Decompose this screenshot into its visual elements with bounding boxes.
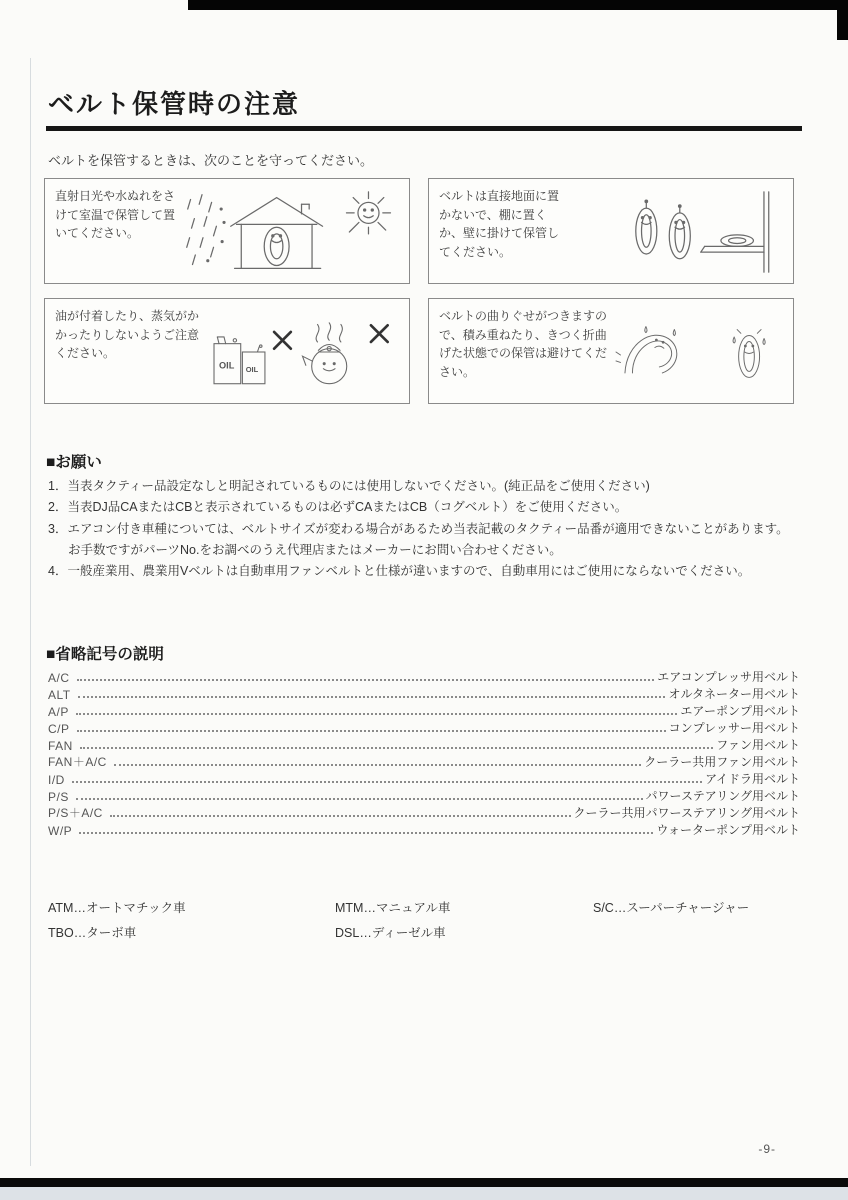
precaution-box-oil-steam xyxy=(44,298,410,404)
precaution-box-shelf xyxy=(428,178,794,284)
request-items-list xyxy=(48,476,806,582)
abbreviation-code: A/C xyxy=(48,671,70,685)
abbreviation-row xyxy=(48,702,800,719)
abbreviation-code: A/P xyxy=(48,705,69,719)
oil-steam-prohibited-icon xyxy=(209,307,401,397)
abbreviation-code: P/S＋A/C xyxy=(48,806,103,820)
scan-bottom-black-bar xyxy=(0,1178,848,1187)
request-item: 4．一般産業用、農業用Vベルトは自動車用ファンベルトと仕様が違いますので、自動車用にはご使用にならないでください。 xyxy=(48,564,751,578)
vehicle-abbreviation: ATM…オートマチック車 xyxy=(48,901,186,915)
abbreviation-table xyxy=(48,668,800,838)
abbreviation-desc: アイドラ用ベルト xyxy=(705,772,800,786)
abbreviation-row xyxy=(48,668,800,685)
dotted-leader xyxy=(78,696,666,698)
abbreviation-desc: オルタネーター用ベルト xyxy=(668,687,800,701)
bent-belts-illustration xyxy=(613,307,785,397)
abbreviation-row xyxy=(48,804,800,821)
abbreviation-desc: クーラー共用ファン用ベルト xyxy=(644,755,800,769)
abbreviation-code: FAN＋A/C xyxy=(48,755,107,769)
abbreviation-code: W/P xyxy=(48,824,73,838)
dotted-leader xyxy=(76,713,678,715)
abbreviation-row xyxy=(48,821,800,838)
precaution-text: ベルトの曲りぐせがつきますので、積み重ねたり、きつく折曲げた状態での保管は避けてください。 xyxy=(439,309,608,379)
dotted-leader xyxy=(79,832,653,834)
abbreviation-row xyxy=(48,753,800,770)
vehicle-abbreviation: MTM…マニュアル車 xyxy=(335,901,451,915)
abbreviation-desc: ウォーターポンプ用ベルト xyxy=(656,823,800,837)
abbreviation-code: ALT xyxy=(48,688,71,702)
abbreviation-desc: パワーステアリング用ベルト xyxy=(645,789,800,803)
dotted-leader xyxy=(114,764,641,766)
vehicle-abbreviation: S/C…スーパーチャージャー xyxy=(593,901,750,915)
vehicle-abbreviation-legend xyxy=(48,898,800,941)
abbreviation-row xyxy=(48,736,800,753)
page-number: -9- xyxy=(758,1142,776,1156)
precaution-box-bending xyxy=(428,298,794,404)
abbreviation-row xyxy=(48,770,800,787)
abbreviation-code: C/P xyxy=(48,722,70,736)
abbreviation-desc: エアコンプレッサ用ベルト xyxy=(657,670,800,684)
belts-on-shelf-illustration xyxy=(565,187,785,277)
request-item: 2．当表DJ品CAまたはCBと表示されているものは必ずCAまたはCB（コグベルト）をご使用ください。 xyxy=(48,500,628,515)
page-title: ベルト保管時の注意 xyxy=(48,89,301,119)
vehicle-abbreviation-empty xyxy=(593,923,800,941)
vehicle-abbreviation: DSL…ディーゼル車 xyxy=(335,926,446,940)
dotted-leader xyxy=(77,679,655,681)
request-item: 1．当表タクティー品設定なしと明記されているものには使用しないでください。(純正品をご使用ください) xyxy=(48,479,650,493)
bent-belts-icon xyxy=(613,307,785,397)
dotted-leader xyxy=(76,798,643,800)
title-underline-rule xyxy=(46,126,802,131)
page-edge-shadow xyxy=(30,58,31,1166)
abbreviation-section-heading: ■省略記号の説明 xyxy=(46,646,164,663)
abbreviation-desc: コンプレッサー用ベルト xyxy=(668,721,800,735)
scan-top-corner-black xyxy=(837,0,848,40)
abbreviation-row xyxy=(48,787,800,804)
precaution-text: 直射日光や水ぬれをさけて室温で保管して置いてください。 xyxy=(55,189,176,241)
abbreviation-row xyxy=(48,719,800,736)
scan-top-black-bar xyxy=(188,0,848,10)
dotted-leader xyxy=(80,747,713,749)
oil-steam-illustration xyxy=(209,307,401,397)
svg-text:OIL: OIL xyxy=(245,365,259,375)
scan-bottom-margin xyxy=(0,1187,848,1200)
house-rain-sun-illustration xyxy=(181,187,401,277)
precaution-text: 油が付着したり、蒸気がかかったりしないようご注意ください。 xyxy=(55,309,200,361)
dotted-leader xyxy=(77,730,666,732)
abbreviation-code: P/S xyxy=(48,790,69,804)
request-section-heading: ■お願い xyxy=(46,454,102,471)
request-item: 3．エアコン付き車種については、ベルトサイズが変わる場合があるため当表記載のタクティー品番が適用できないことがあります。 xyxy=(48,521,789,536)
vehicle-abbreviation: TBO…ターボ車 xyxy=(48,926,137,940)
dotted-leader xyxy=(72,781,702,783)
svg-text:OIL: OIL xyxy=(219,360,235,371)
house-rain-sun-icon xyxy=(181,187,401,277)
abbreviation-desc: クーラー共用パワーステアリング用ベルト xyxy=(573,806,800,820)
abbreviation-code: FAN xyxy=(48,739,73,753)
precaution-text: ベルトは直接地面に置かないで、棚に置くか、壁に掛けて保管してください。 xyxy=(439,189,560,259)
intro-text: ベルトを保管するときは、次のことを守ってください。 xyxy=(48,153,374,168)
precaution-box-sunlight xyxy=(44,178,410,284)
abbreviation-code: I/D xyxy=(48,773,65,787)
abbreviation-desc: ファン用ベルト xyxy=(716,738,800,752)
abbreviation-desc: エアーポンプ用ベルト xyxy=(680,704,800,718)
dotted-leader xyxy=(110,815,571,817)
request-item-continuation: お手数ですがパーツNo.をお調べのうえ代理店またはメーカーにお問い合わせください。 xyxy=(68,542,562,557)
belts-shelf-icon xyxy=(565,187,785,277)
abbreviation-row xyxy=(48,685,800,702)
